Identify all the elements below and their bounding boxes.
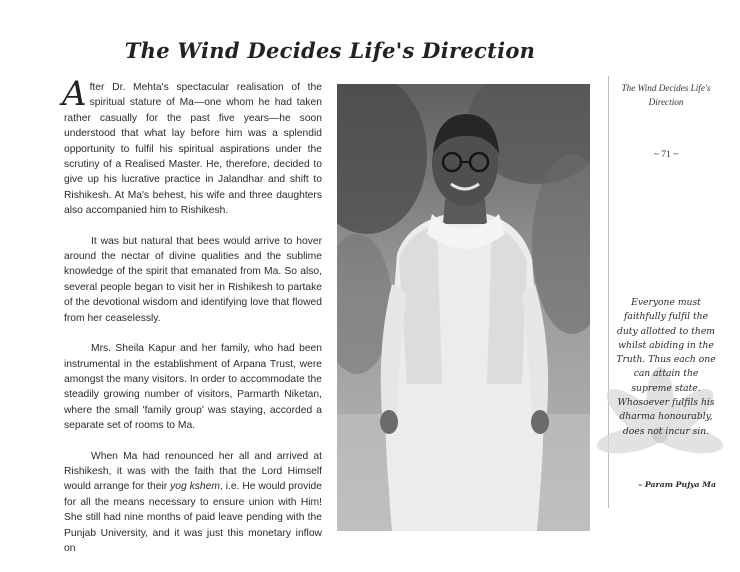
paragraph-4 (64, 449, 322, 557)
paragraph-3: Mrs. Sheila Kapur and her family, who had been instrumental in the establishment of Arpana Trust, were amongst the many visitors. In order to accommodate the steadily growing number of visitors, Parmarth Niketan, where the small 'family group' was staying, accorded a separate set of rooms to Ma. (64, 343, 322, 432)
sidebar-quote: Everyone must faithfully fulfil the duty allotted to them whilst abiding in the Truth. Thus each one can attain the supreme state. Whosoever fulfils his dharma honourably, does not incur sin. (616, 297, 716, 437)
body-text (62, 74, 322, 571)
running-head: The Wind Decides Life's Direction (621, 83, 711, 107)
paragraph-4-text-a: When Ma had renounced her all and arrived at Rishikesh, it was with the faith that the Lord Himself would arrange for their (64, 450, 322, 493)
portrait-photo (337, 84, 590, 531)
quote-attribution: – Param Pujya Ma (638, 480, 716, 489)
page-number: ~ 71 ~ (653, 150, 679, 160)
paragraph-1 (62, 74, 322, 219)
paragraph-4-text-b: , i.e. He would provide for all the means necessary to ensure union with Him! She still had nine months of paid leave pending with the Punjab University, and it was just this monetary inflow on (64, 481, 322, 554)
paragraph-2: It was but natural that bees would arrive to hover around the nectar of divine qualities and the sublime knowledge of the spirit that emanated from Ma. So also, several people began to visit her in Rishikesh to partake of the devotional wisdom and identifying love that flowed from her ceaselessly. (64, 235, 322, 324)
paragraph-1-text: fter Dr. Mehta's spectacular realisation of the spiritual stature of Ma—one whom he had taken rather casually for the past five years—he soon understood that what lay before him was a splendid opportunity to fulfil his spiritual aspirations under the scrutiny of a Realised Master. He, therefore, decided to give up his lucrative practice in Jalandhar and shift to Rishikesh. At Ma's behest, his wife and three daughters also accompanied him to Rishikesh. (64, 82, 322, 217)
paragraph-4-term: yog kshem (170, 481, 220, 493)
portrait-photo-drawing (337, 84, 590, 531)
page-title: The Wind Decides Life's Direction (124, 38, 536, 63)
drop-cap: A (62, 74, 87, 114)
